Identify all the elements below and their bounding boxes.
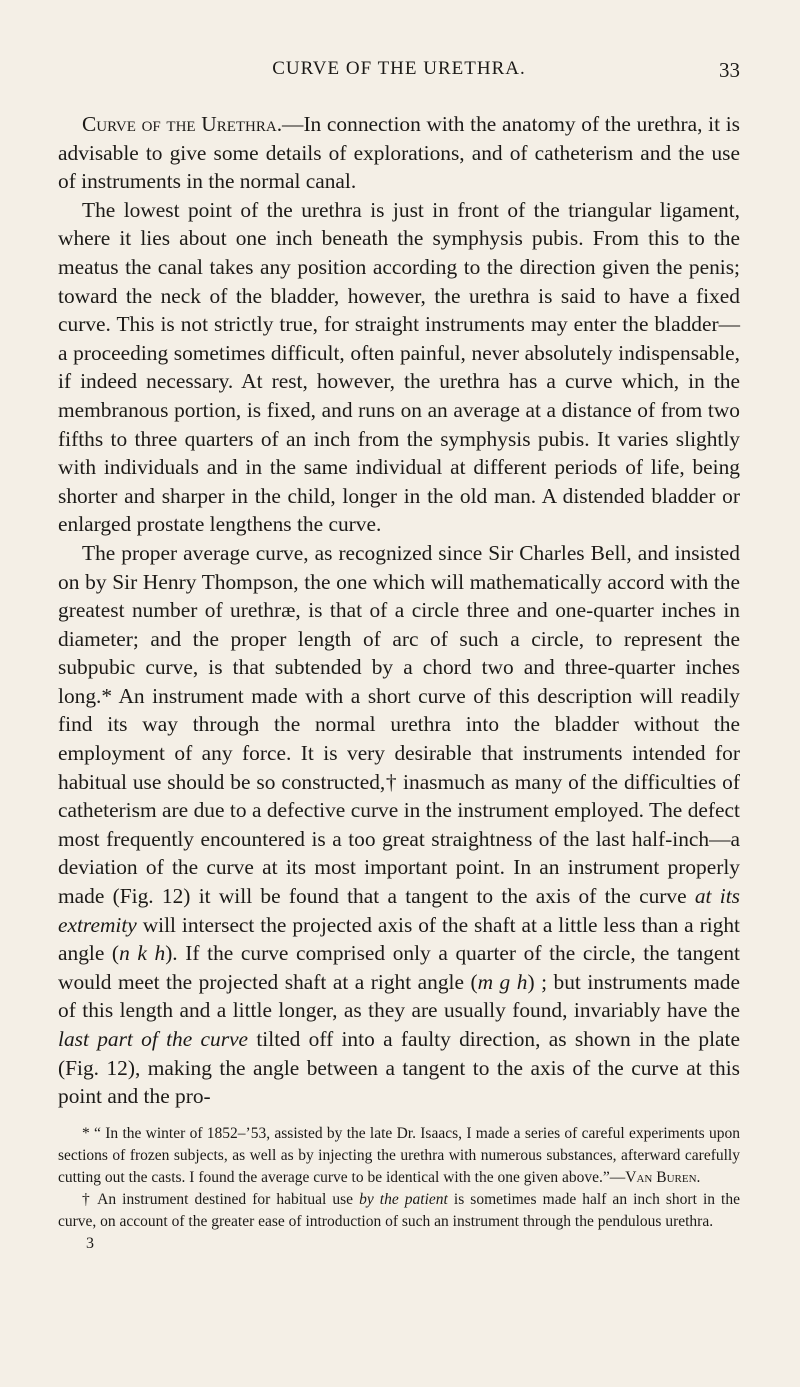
emphasis-text: by the patient xyxy=(359,1190,448,1208)
body-text xyxy=(58,110,740,1111)
paragraph-text: ) ; but instruments made of this length and a little longer, as they are usually found, invariably have the xyxy=(58,969,740,1023)
footnote-author: Van Buren. xyxy=(625,1168,701,1186)
page-number: 33 xyxy=(719,58,740,82)
paragraph-lowest-point xyxy=(58,196,740,539)
footnotes xyxy=(58,1123,740,1255)
footnote-asterisk xyxy=(58,1123,740,1189)
footnote-text: † An instrument destined for habitual use xyxy=(82,1190,360,1208)
emphasis-text: n k h xyxy=(119,941,166,966)
emphasis-text: last part of the curve xyxy=(58,1027,249,1051)
paragraph-text: tilted off into a faulty direction, as shown in the plate (Fig. 12), making the angle between a tangent to the axis of the curve at this point and the pro- xyxy=(58,1027,740,1109)
paragraph-proper-curve xyxy=(58,539,740,1111)
emphasis-text: at its extremity xyxy=(58,884,740,937)
signature-mark: 3 xyxy=(86,1234,94,1252)
paragraph-text: ). If the curve comprised only a quarter of the circle, the tangent would meet the projected shaft at a right angle ( xyxy=(58,941,740,994)
paragraph-text: The lowest point of the urethra is just in front of the triangular ligament, where it lies about one inch beneath the symphysis pubis. From this to the meatus the canal takes any position according to the direction given the penis; toward the neck of the bladder, however, the urethra is said to have a fixed curve. This is not strictly true, for straight instruments may enter the bladder—a proceeding sometimes difficult, often painful, never absolutely indispensable, if indeed necessary. At rest, however, the urethra has a curve which, in the membranous portion, is fixed, and runs on an average at a distance of from two fifths to three quarters of an inch from the symphysis pubis. It varies slightly with individuals and in the same individual at different periods of life, being shorter and sharper in the child, longer in the old man. A distended bladder or enlarged prostate lengthens the curve. xyxy=(58,197,740,537)
emphasis-text: m g h xyxy=(477,969,528,994)
paragraph-text: will intersect the projected axis of the shaft at a little less than a right angle ( xyxy=(58,912,740,966)
footnote-text: * “ In the winter of 1852–’53, assisted by the late Dr. Isaacs, I made a series of careful experiments upon sections of frozen subjects, as well as by injecting the urethra with numerous substances, afterward carefully cutting out the casts. I found the average curve to be identical with the one given above.”— xyxy=(58,1124,740,1186)
paragraph-text: The proper average curve, as recognized since Sir Charles Bell, and insisted on by Sir Henry Thompson, the one which will mathematically accord with the greatest number of urethræ, is that of a circle three and one-quarter inches in diameter; and the proper length of arc of such a circle, to represent the subpubic curve, is that subtended by a chord two and three-quarter inches long.* An instrument made with a short curve of this description will readily find its way through the normal urethra into the bladder without the employment of any force. It is very desirable that instruments intended for habitual use should be so constructed,† inasmuch as many of the difficulties of catheterism are due to a defective curve in the instrument employed. The defect most frequently encountered is a too great straightness of the last half-inch—a deviation of the curve at its most important point. In an instrument properly made (Fig. 12) it will be found that a tangent to the axis of the curve xyxy=(58,540,740,909)
running-title: CURVE OF THE URETHRA. xyxy=(272,58,526,79)
paragraph-curve-intro xyxy=(58,110,740,196)
footnote-dagger xyxy=(58,1189,740,1233)
footnote-text: is sometimes made half an inch short in the curve, on account of the greater ease of introduction of such an instrument through the pendulous urethra. xyxy=(58,1190,740,1230)
section-heading: Curve of the Urethra. xyxy=(82,112,283,136)
paragraph-text: —In connection with the anatomy of the urethra, it is advisable to give some details of explorations, and of catheterism and the use of instruments in the normal canal. xyxy=(58,112,740,194)
running-header xyxy=(58,58,740,98)
